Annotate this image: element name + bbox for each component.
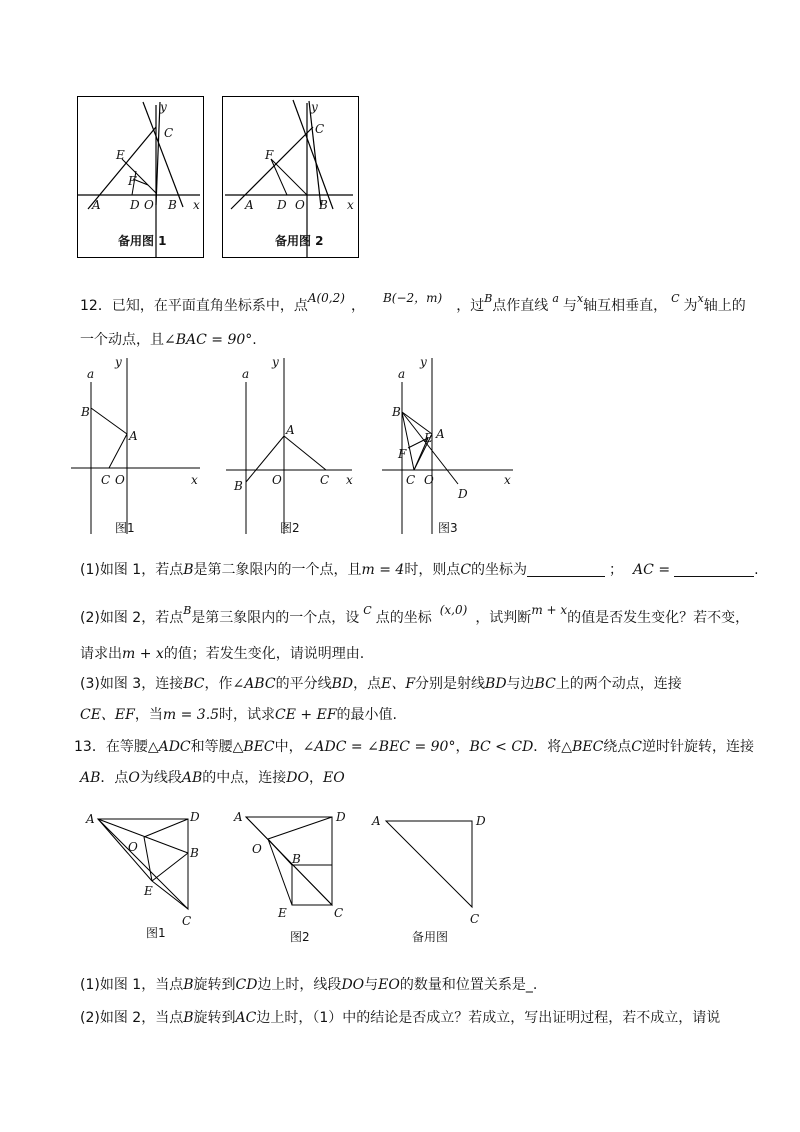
svg-text:y: y	[272, 355, 279, 369]
svg-text:A: A	[436, 427, 445, 441]
svg-text:D: D	[476, 814, 486, 828]
svg-text:a: a	[242, 367, 250, 381]
svg-text:A: A	[86, 812, 95, 826]
label-a: A	[92, 198, 101, 212]
svg-text:B: B	[292, 852, 301, 866]
label-b: B	[168, 198, 177, 212]
q12-line2: 一个动点，且∠BAC = 90°.	[80, 332, 257, 348]
svg-text:F: F	[398, 447, 407, 461]
svg-text:图1: 图1	[115, 521, 135, 535]
svg-text:A: A	[129, 429, 138, 443]
label-o: O	[144, 198, 154, 212]
svg-text:a: a	[398, 367, 406, 381]
svg-text:B: B	[392, 405, 401, 419]
label-e: E	[116, 148, 125, 162]
svg-text:图2: 图2	[290, 930, 310, 944]
svg-text:a: a	[87, 367, 95, 381]
label-f: F	[265, 148, 274, 162]
svg-text:C: C	[101, 473, 111, 487]
q13-figure-3	[368, 805, 498, 945]
label-x: x	[193, 198, 200, 212]
label-d: D	[277, 198, 287, 212]
q13-part1: (1)如图 1，当点B旋转到CD边上时，线段DO与EO的数量和位置关系是_.	[80, 977, 538, 993]
q13-line2: AB．点O为线段AB的中点，连接DO，EO	[80, 770, 345, 786]
svg-text:x: x	[191, 473, 198, 487]
svg-text:C: C	[406, 473, 416, 487]
q13-figure-2	[228, 805, 353, 945]
q12-part3: (3)如图 3，连接BC，作∠ABC的平分线BD，点E、F分别是射线BD与边BC上的两个动点，连接	[80, 676, 682, 692]
label-y: y	[311, 100, 318, 114]
q12-part3-cont: CE、EF，当m = 3.5时，试求CE + EF的最小值.	[80, 707, 397, 723]
svg-text:D: D	[458, 487, 468, 501]
svg-text:E: E	[278, 906, 287, 920]
svg-text:B: B	[234, 479, 243, 493]
label-f: F	[128, 174, 137, 188]
label-d: D	[130, 198, 140, 212]
q12-part2: (2)如图 2，若点$^B$是第三象限内的一个点，设 $^C$ 点的坐标 (x,0) ，试判断m + x的值是否发生变化？若不变，	[80, 603, 750, 626]
svg-text:D: D	[336, 810, 346, 824]
q13-figure-1	[84, 805, 209, 945]
svg-text:y: y	[115, 355, 122, 369]
svg-text:图2: 图2	[280, 521, 300, 535]
svg-text:y: y	[420, 355, 427, 369]
label-x: x	[347, 198, 354, 212]
svg-text:O: O	[252, 842, 262, 856]
svg-text:图3: 图3	[438, 521, 458, 535]
svg-text:B: B	[81, 405, 90, 419]
svg-text:x: x	[346, 473, 353, 487]
caption: 备用图 1	[118, 234, 167, 248]
label-y: y	[160, 100, 167, 114]
svg-text:E: E	[424, 431, 433, 445]
q12-figure-2	[222, 352, 362, 542]
q12-line1: 12．已知，在平面直角坐标系中，点A(0,2) ， B(−2，m) ，过$^B$点作直线 $^a$ 与$^x$轴互相垂直， $^C$ 为$^x$轴上的	[80, 291, 746, 314]
label-a: A	[245, 198, 254, 212]
svg-text:O: O	[272, 473, 282, 487]
svg-text:O: O	[128, 840, 138, 854]
q12-part2-cont: 请求出m + x的值；若发生变化，请说明理由.	[80, 646, 365, 662]
label-o: O	[295, 198, 305, 212]
svg-text:C: C	[334, 906, 344, 920]
svg-text:图1: 图1	[146, 926, 166, 940]
figure-backup-2	[222, 96, 359, 258]
svg-text:O: O	[115, 473, 125, 487]
caption: 备用图 2	[275, 234, 324, 248]
svg-text:x: x	[504, 473, 511, 487]
label-c: C	[164, 126, 174, 140]
svg-text:D: D	[190, 810, 200, 824]
svg-text:B: B	[190, 846, 199, 860]
svg-text:E: E	[144, 884, 153, 898]
q12-figure-1	[65, 352, 210, 542]
svg-text:C: C	[182, 914, 192, 928]
label-b: B	[319, 198, 328, 212]
svg-text:备用图: 备用图	[412, 930, 449, 944]
label-c: C	[315, 122, 325, 136]
svg-text:A: A	[372, 814, 381, 828]
q13-part2: (2)如图 2，当点B旋转到AC边上时，（1）中的结论是否成立？若成立，写出证明过程，若不成立，请说	[80, 1010, 721, 1026]
svg-text:A: A	[234, 810, 243, 824]
q12-part1: (1)如图 1，若点B是第二象限内的一个点，且m = 4时，则点C的坐标为 ； AC = .	[80, 562, 759, 578]
svg-text:C: C	[320, 473, 330, 487]
figure-backup-1	[77, 96, 204, 258]
q13-line1: 13．在等腰△ADC和等腰△BEC中，∠ADC = ∠BEC = 90°，BC < CD．将△BEC绕点C逆时针旋转，连接	[74, 739, 755, 755]
svg-text:A: A	[286, 423, 295, 437]
svg-text:C: C	[470, 912, 480, 926]
answer-blank[interactable]	[674, 562, 754, 577]
answer-blank[interactable]	[527, 562, 605, 577]
q12-figure-3	[378, 352, 523, 542]
svg-text:O: O	[424, 473, 434, 487]
